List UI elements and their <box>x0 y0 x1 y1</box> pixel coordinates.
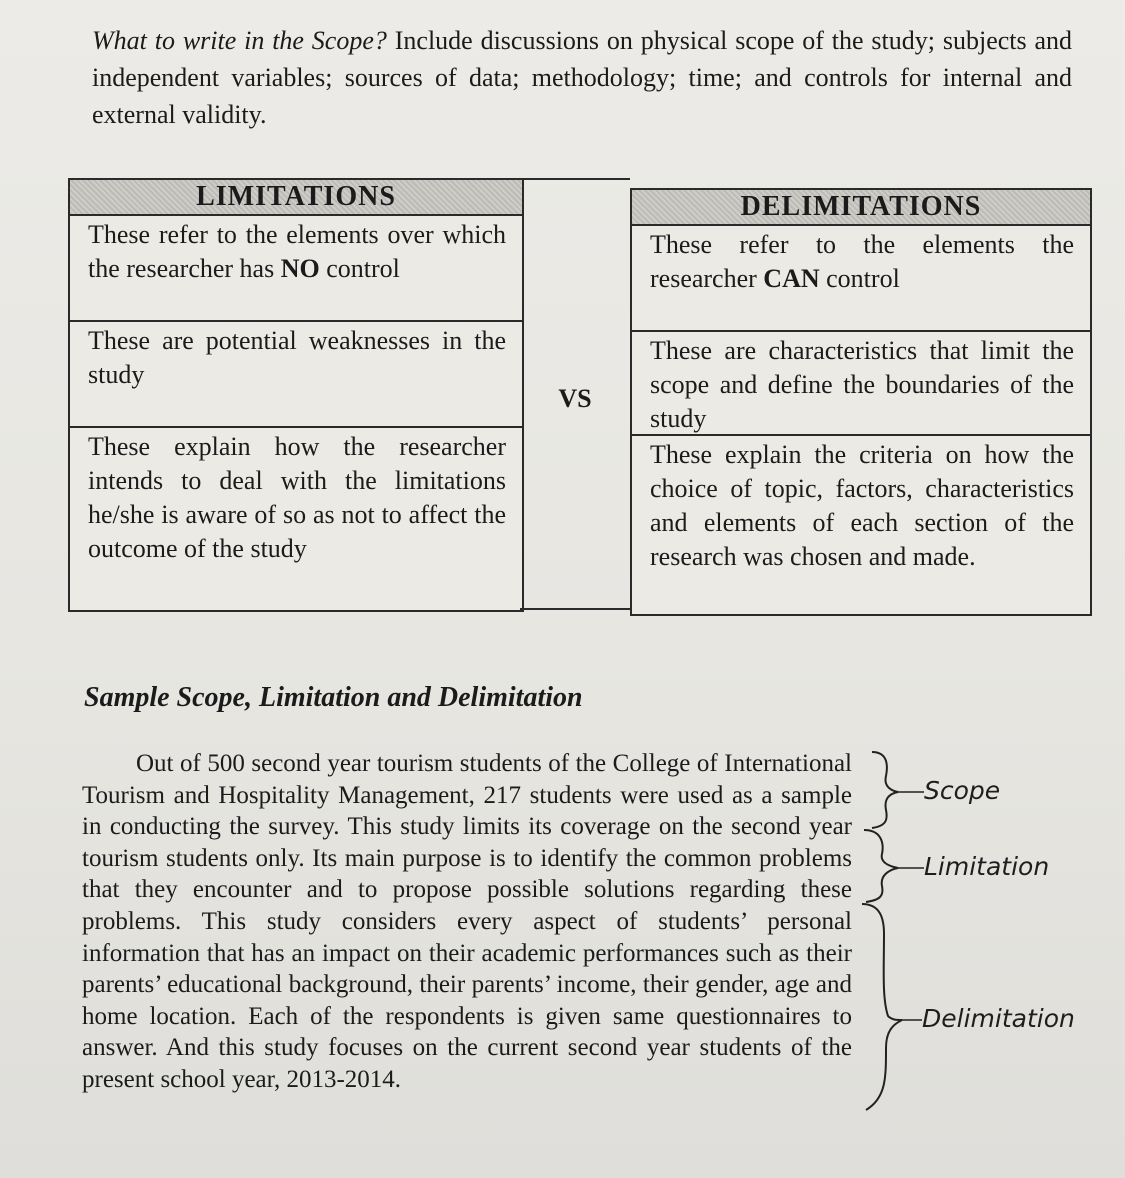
delimitation-label: Delimitation <box>922 1004 1075 1033</box>
intro-text: Include discussions on physical scope of the study; subjects and independent variables; sources of data; methodology; time; and controls for internal and external validity. <box>92 26 1073 129</box>
delimitations-row-1-bold: CAN <box>763 264 820 293</box>
delimitations-header: DELIMITATIONS <box>632 190 1090 226</box>
intro-lead: What to write in the Scope? <box>92 26 387 55</box>
intro-paragraph <box>92 22 1072 133</box>
vs-column <box>520 178 630 610</box>
delimitations-row-1-text: These refer to the elements the researcher <box>650 230 1074 293</box>
limitations-row-1-tail: control <box>319 254 400 283</box>
delimitations-row-3 <box>632 436 1090 612</box>
sample-section-title: Sample Scope, Limitation and Delimitation <box>84 682 583 713</box>
limitation-label: Limitation <box>924 852 1050 881</box>
scope-brace-icon <box>872 752 898 828</box>
sample-paragraph <box>82 748 852 1096</box>
limitations-row-3 <box>70 428 522 608</box>
limitations-row-2 <box>70 322 522 428</box>
vs-label: VS <box>558 384 592 413</box>
delimitations-row-1 <box>632 226 1090 332</box>
delimitations-row-1-tail: control <box>819 264 900 293</box>
limitation-brace-icon <box>864 830 898 902</box>
limitations-header: LIMITATIONS <box>70 180 522 216</box>
delimitation-brace-icon <box>862 904 902 1110</box>
limitations-column <box>68 178 524 612</box>
delimitations-row-2-text: These are characteristics that limit the scope and define the boundaries of the study <box>650 336 1074 433</box>
limitations-row-2-text: These are potential weaknesses in the study <box>88 326 506 389</box>
limitations-row-1-bold: NO <box>280 254 320 283</box>
scope-label: Scope <box>924 776 1001 805</box>
delimitations-row-2 <box>632 332 1090 436</box>
comparison-table <box>68 178 1092 614</box>
limitations-row-1 <box>70 216 522 322</box>
limitations-row-3-text: These explain how the researcher intends to deal with the limitations he/she is aware of so as not to affect the outcome of the study <box>88 432 506 563</box>
sample-paragraph-text: Out of 500 second year tourism students of the College of International Tourism and Hospitality Management, 217 students were used as a sample in conducting the survey. This study limits its coverage on the second year tourism students only. Its main purpose is to identify the common problems that they encounter and to propose possible solutions regarding these problems. This study considers every aspect of students’ personal information that has an impact on their academic performances such as their parents’ educational background, their parents’ income, their gender, age and home location. Each of the respondents is given same questionnaires to answer. And this study focuses on the current second year students of the present school year, 2013-2014. <box>82 750 852 1093</box>
delimitations-column <box>630 188 1092 616</box>
delimitations-row-3-text: These explain the criteria on how the choice of topic, factors, characteristics and elements of each section of the research was chosen and made. <box>650 440 1074 571</box>
limitations-row-1-text: These refer to the elements over which the researcher has <box>88 220 506 283</box>
